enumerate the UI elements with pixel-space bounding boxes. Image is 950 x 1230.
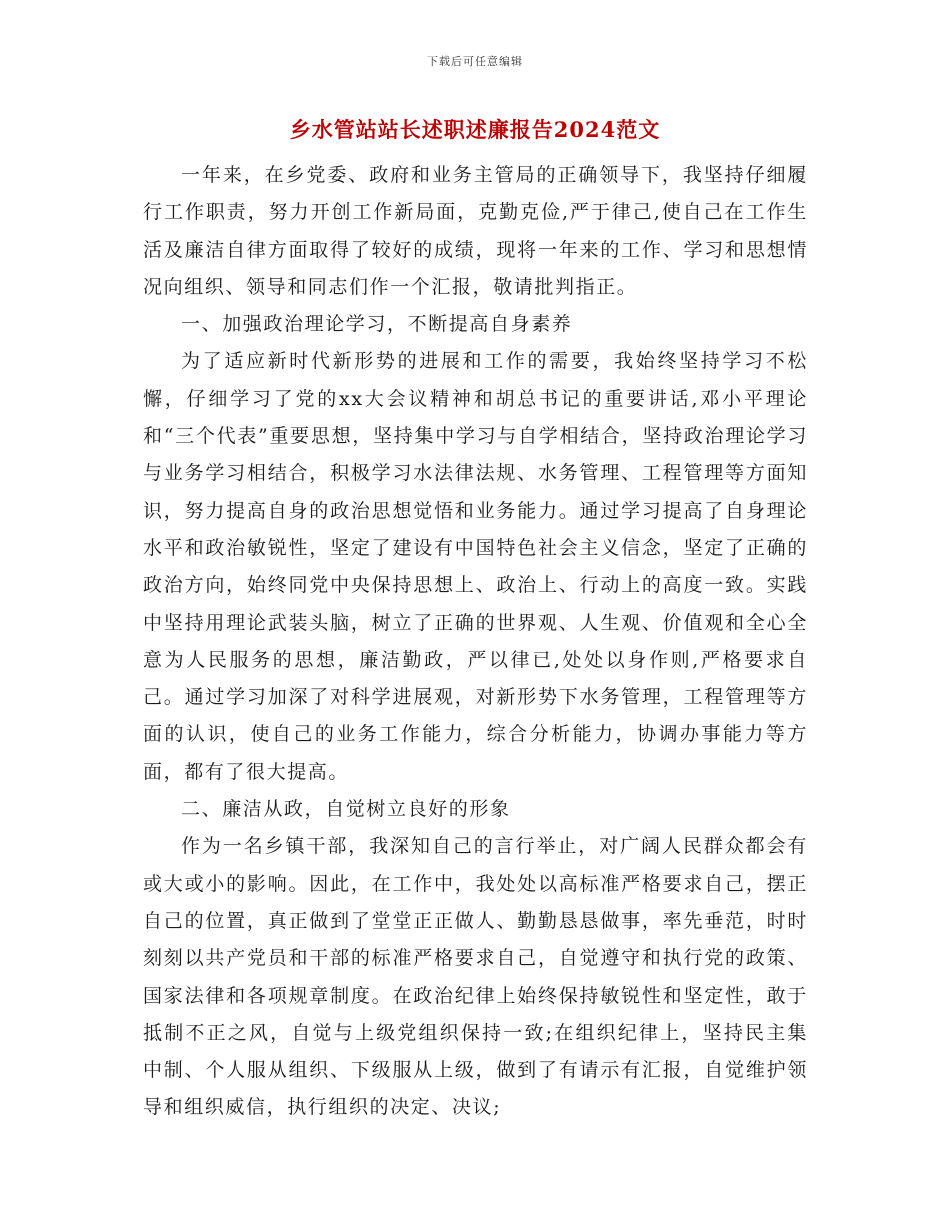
header-note: 下载后可任意编辑 [427, 55, 523, 68]
section-heading-2: 二、廉洁从政，自觉树立良好的形象 [181, 798, 511, 821]
document-title: 乡水管站站长述职述廉报告2024范文 [289, 117, 661, 142]
document-body [143, 157, 808, 1127]
paragraph-intro: 一年来，在乡党委、政府和业务主管局的正确领导下，我坚持仔细履行工作职责，努力开创工作新局面，克勤克俭,严于律己,使自己在工作生活及廉洁自律方面取得了较好的成绩，现将一年来的工作、学习和思想情况向组织、领导和同志们作一个汇报，敬请批判指正。 [143, 164, 808, 298]
paragraph-integrity: 作为一名乡镇干部，我深知自己的言行举止，对广阔人民群众都会有或大或小的影响。因此，在工作中，我处处以高标准严格要求自己，摆正自己的位置，真正做到了堂堂正正做人、勤勤恳恳做事，率先垂范，时时刻刻以共产党员和干部的标准严格要求自己，自觉遵守和执行党的政策、国家法律和各项规章制度。在政治纪律上始终保持敏锐性和坚定性，敢于抵制不正之风，自觉与上级党组织保持一致;在组织纪律上，坚持民主集中制、个人服从组织、下级服从上级，做到了有请示有汇报，自觉维护领导和组织威信，执行组织的决定、决议; [143, 835, 808, 1119]
section-heading-1: 一、加强政治理论学习，不断提高自身素养 [181, 313, 573, 336]
paragraph-study: 为了适应新时代新形势的进展和工作的需要，我始终坚持学习不松懈，仔细学习了党的xx大会议精神和胡总书记的重要讲话,邓小平理论和“三个代表”重要思想，坚持集中学习与自学相结合，坚持政治理论学习与业务学习相结合，积极学习水法律法规、水务管理、工程管理等方面知识，努力提高自身的政治思想觉悟和业务能力。通过学习提高了自身理论水平和政治敏锐性，坚定了建设有中国特色社会主义信念，坚定了正确的政治方向，始终同党中央保持思想上、政治上、行动上的高度一致。实践中坚持用理论武装头脑，树立了正确的世界观、人生观、价值观和全心全意为人民服务的思想，廉洁勤政，严以律已,处处以身作则,严格要求自己。通过学习加深了对科学进展观，对新形势下水务管理，工程管理等方面的认识，使自己的业务工作能力，综合分析能力，协调办事能力等方面，都有了很大提高。 [143, 350, 808, 783]
